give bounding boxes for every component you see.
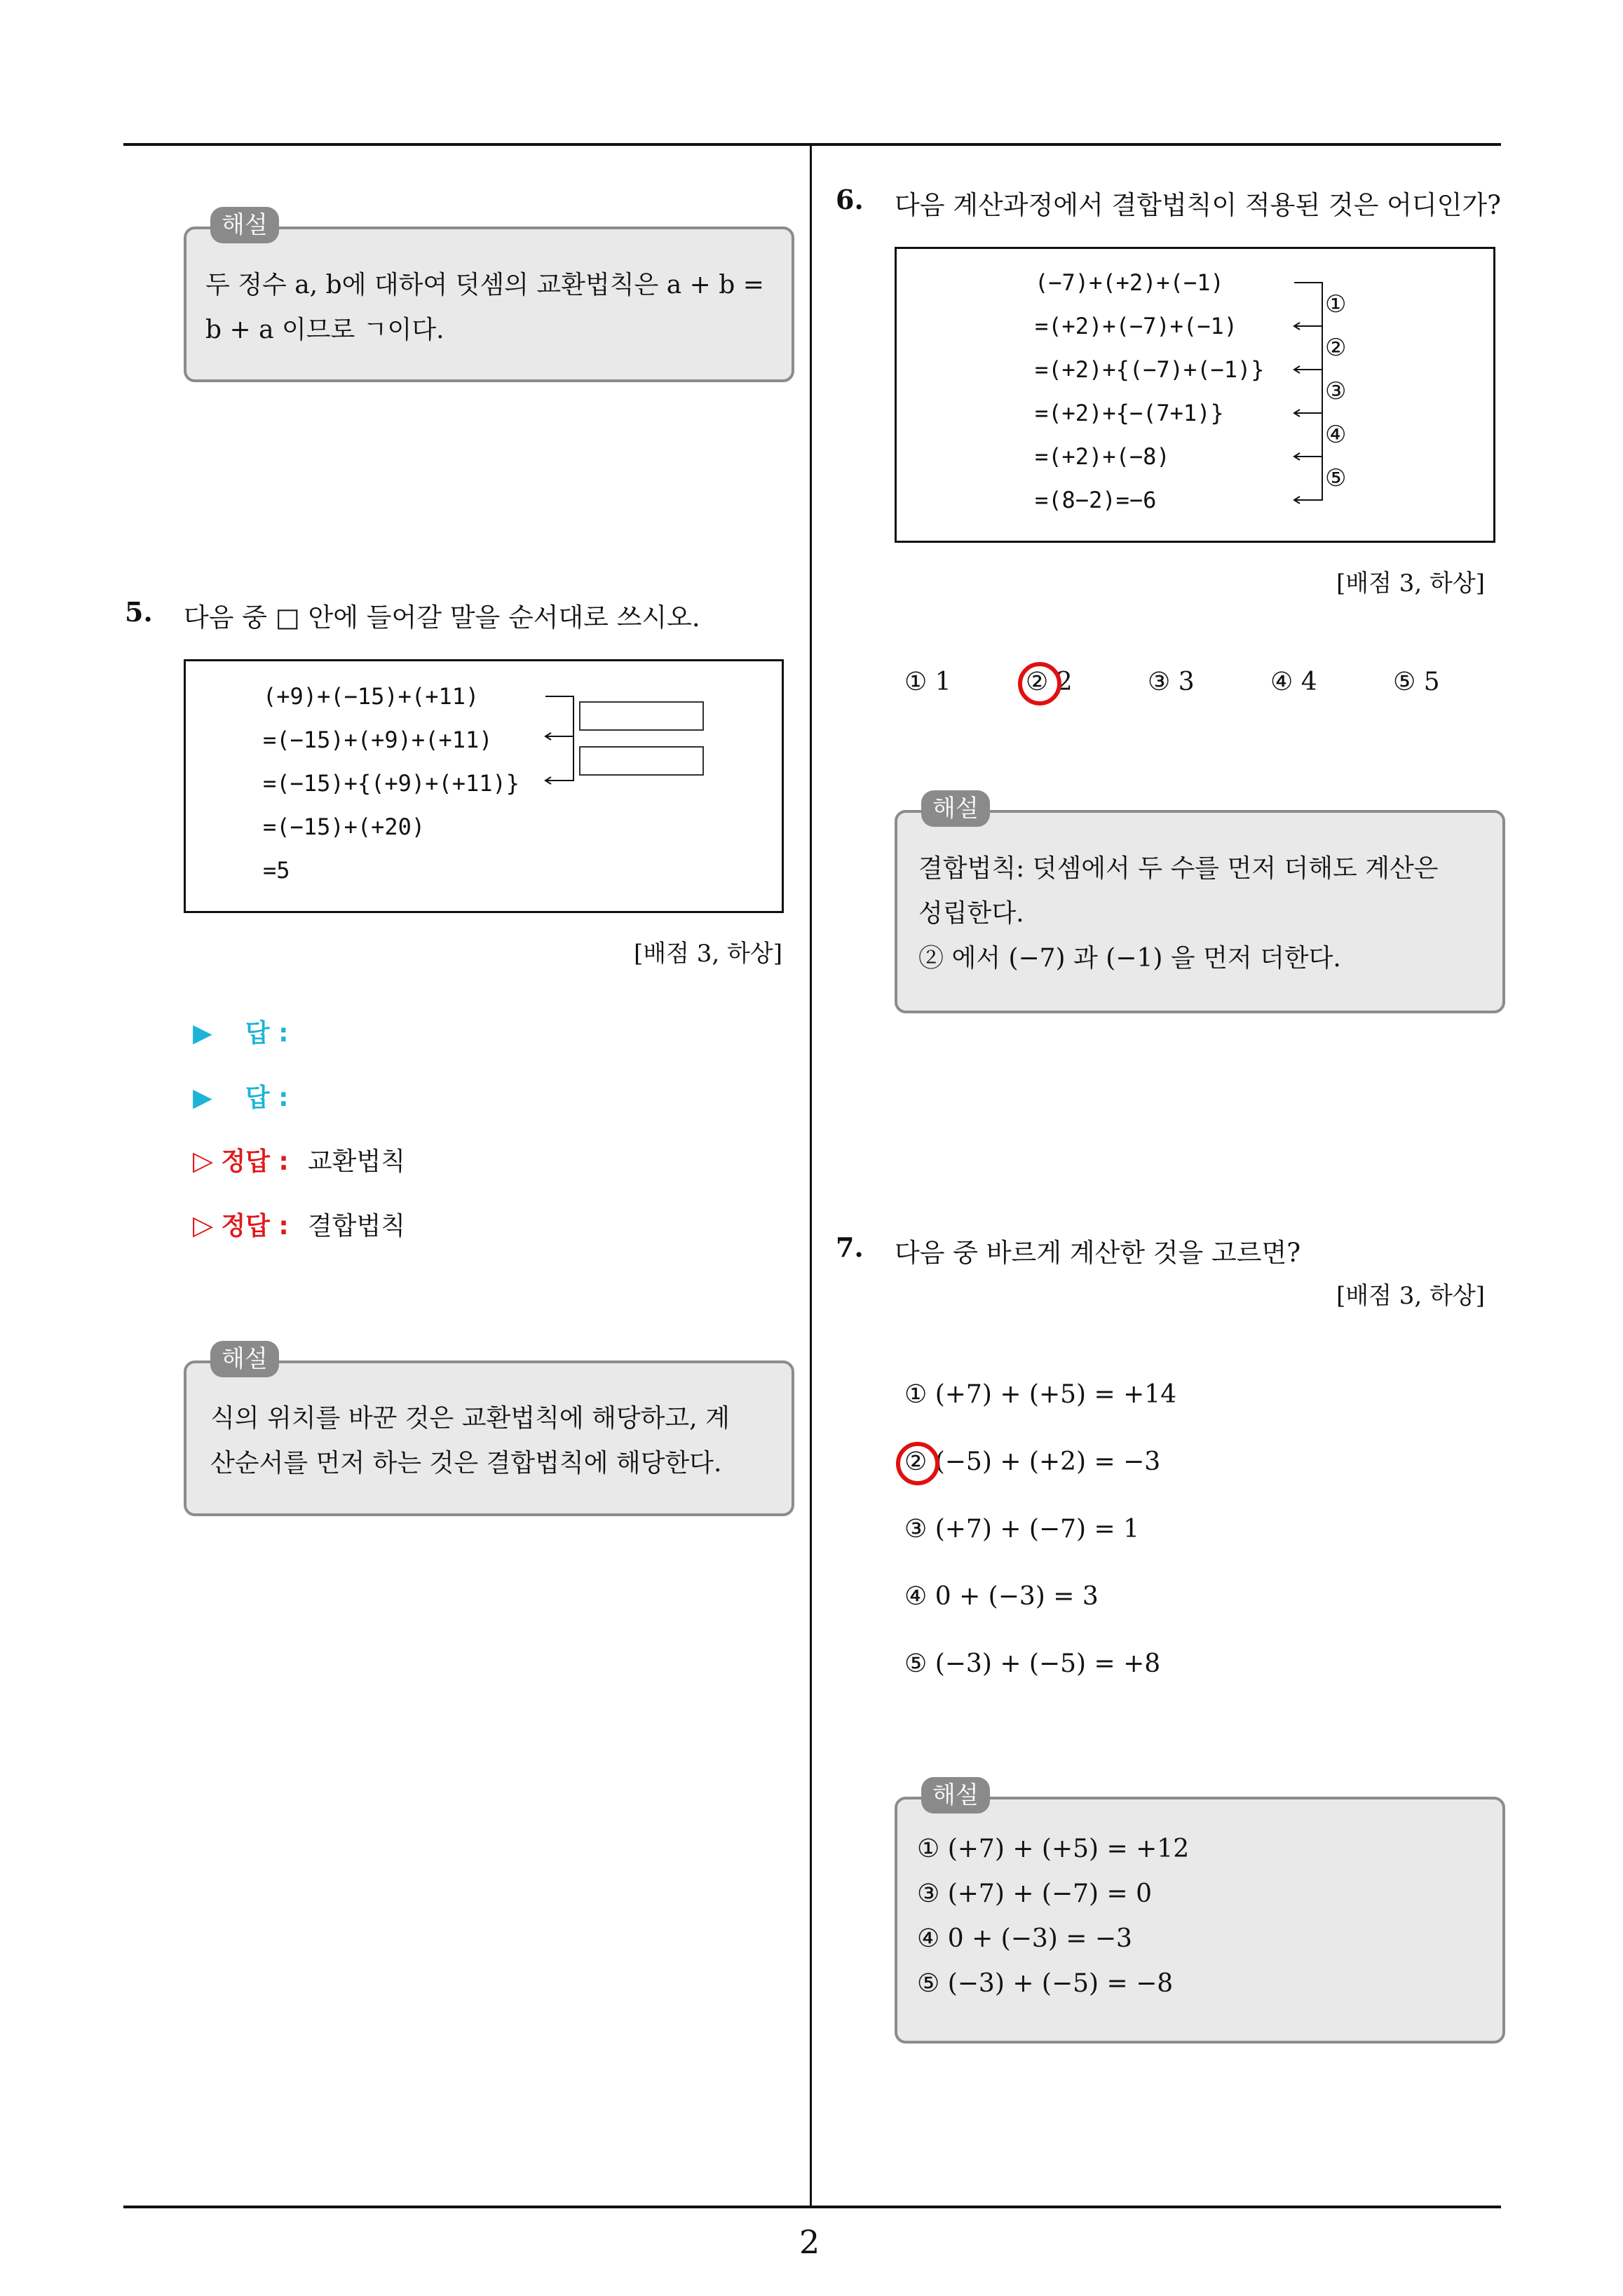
q5-score: [배점 3, 하상] <box>634 940 782 968</box>
q5-step-brackets <box>540 691 582 789</box>
q6-choice-5[interactable]: ⑤ 5 <box>1393 668 1440 696</box>
q5-blank-1 <box>579 701 704 731</box>
answer-prompt-2 <box>193 1078 289 1114</box>
q7-explanation-line: ⑤ (−3) + (−5) = −8 <box>917 1969 1174 1998</box>
column-divider <box>810 144 812 2206</box>
q6-score: [배점 3, 하상] <box>1336 569 1485 597</box>
q6-calc-line: =(+2)+(−8) <box>1035 443 1170 470</box>
q7-explanation-line: ① (+7) + (+5) = +12 <box>917 1835 1190 1863</box>
q4-explanation-tag: 해설 <box>210 207 279 243</box>
q7-choice-3[interactable]: ③ (+7) + (−7) = 1 <box>904 1515 1140 1544</box>
correct-answer-value: 결합법칙 <box>307 1212 406 1241</box>
q6-choice-3[interactable]: ③ 3 <box>1148 668 1195 696</box>
q7-score: [배점 3, 하상] <box>1336 1282 1485 1310</box>
top-rule <box>123 143 1501 146</box>
q5-blank-2 <box>579 746 704 776</box>
q5-calc-line: =(−15)+(+20) <box>263 813 426 840</box>
selected-choice-circle <box>1018 662 1061 705</box>
correct-answer-label: 정답 : <box>221 1147 289 1176</box>
q6-calc-line: (−7)+(+2)+(−1) <box>1035 269 1224 296</box>
q6-step-label: ④ <box>1325 421 1347 449</box>
q7-explanation-line: ③ (+7) + (−7) = 0 <box>917 1879 1153 1908</box>
q6-step-label: ③ <box>1325 377 1347 405</box>
q7-number: 7. <box>836 1231 864 1263</box>
q5-question-text: 다음 중 □ 안에 들어갈 말을 순서대로 쓰시오. <box>184 602 700 633</box>
answer-prompt-1 <box>193 1013 289 1049</box>
q6-calc-line: =(+2)+{−(7+1)} <box>1035 400 1224 426</box>
q6-calc-line: =(+2)+(−7)+(−1) <box>1035 313 1237 339</box>
q6-choice-4[interactable]: ④ 4 <box>1270 668 1317 696</box>
q6-step-label: ② <box>1325 334 1347 362</box>
q6-explanation-tag: 해설 <box>921 790 990 827</box>
q6-number: 6. <box>836 184 864 215</box>
q7-choice-5[interactable]: ⑤ (−3) + (−5) = +8 <box>904 1649 1161 1678</box>
q7-question-text: 다음 중 바르게 계산한 것을 고르면? <box>895 1238 1301 1268</box>
q5-calc-line: (+9)+(−15)+(+11) <box>263 683 480 710</box>
outline-arrow-icon: ▷ <box>193 1145 214 1176</box>
q6-explanation-line: ② 에서 (−7) 과 (−1) 을 먼저 더한다. <box>918 944 1341 973</box>
q7-choice-1[interactable]: ① (+7) + (+5) = +14 <box>904 1380 1177 1409</box>
q5-explanation-line: 식의 위치를 바꾼 것은 교환법칙에 해당하고, 계 <box>210 1404 730 1433</box>
answer-label: 답 : <box>245 1083 289 1112</box>
q5-calc-line: =5 <box>263 857 290 884</box>
q5-explanation-box <box>184 1360 794 1516</box>
q7-explanation-line: ④ 0 + (−3) = −3 <box>917 1924 1132 1953</box>
q6-question-text: 다음 계산과정에서 결합법칙이 적용된 것은 어디인가? <box>895 190 1501 220</box>
q7-explanation-box <box>895 1797 1505 2044</box>
correct-answer-value: 교환법칙 <box>307 1147 406 1176</box>
q5-explanation-line: 산순서를 먼저 하는 것은 결합법칙에 해당한다. <box>210 1449 722 1478</box>
page-number: 2 <box>799 2223 820 2261</box>
q6-calc-line: =(+2)+{(−7)+(−1)} <box>1035 356 1265 383</box>
q4-explanation-line: 두 정수 a, b에 대하여 덧셈의 교환법칙은 a + b = <box>205 271 764 299</box>
correct-answer-1 <box>193 1142 405 1177</box>
q4-explanation-box <box>184 227 794 382</box>
bottom-rule <box>123 2206 1501 2208</box>
q5-number: 5. <box>125 596 153 628</box>
filled-arrow-icon: ▶ <box>193 1019 212 1048</box>
correct-answer-2 <box>193 1206 405 1242</box>
q4-explanation-line: b + a 이므로 ㄱ이다. <box>205 316 444 344</box>
q5-calc-line: =(−15)+{(+9)+(+11)} <box>263 770 520 797</box>
q6-explanation-line: 결합법칙: 덧셈에서 두 수를 먼저 더해도 계산은 <box>918 854 1439 883</box>
q7-choice-4[interactable]: ④ 0 + (−3) = 3 <box>904 1582 1099 1611</box>
q7-choice-2[interactable]: ② (−5) + (+2) = −3 <box>904 1447 1161 1476</box>
q5-explanation-tag: 해설 <box>210 1341 279 1377</box>
selected-choice-circle <box>896 1442 939 1485</box>
q6-step-label: ① <box>1325 290 1347 318</box>
q6-step-label: ⑤ <box>1325 464 1347 492</box>
q6-step-brackets <box>1289 277 1331 508</box>
q7-explanation-tag: 해설 <box>921 1777 990 1814</box>
filled-arrow-icon: ▶ <box>193 1083 212 1112</box>
q6-explanation-line: 성립한다. <box>918 899 1024 928</box>
answer-label: 답 : <box>245 1019 289 1048</box>
correct-answer-label: 정답 : <box>221 1212 289 1241</box>
q6-calc-line: =(8−2)=−6 <box>1035 487 1157 513</box>
outline-arrow-icon: ▷ <box>193 1210 214 1241</box>
q5-calc-line: =(−15)+(+9)+(+11) <box>263 727 493 753</box>
q6-choice-2[interactable]: ② 2 <box>1026 668 1073 696</box>
q6-choice-1[interactable]: ① 1 <box>904 668 951 696</box>
